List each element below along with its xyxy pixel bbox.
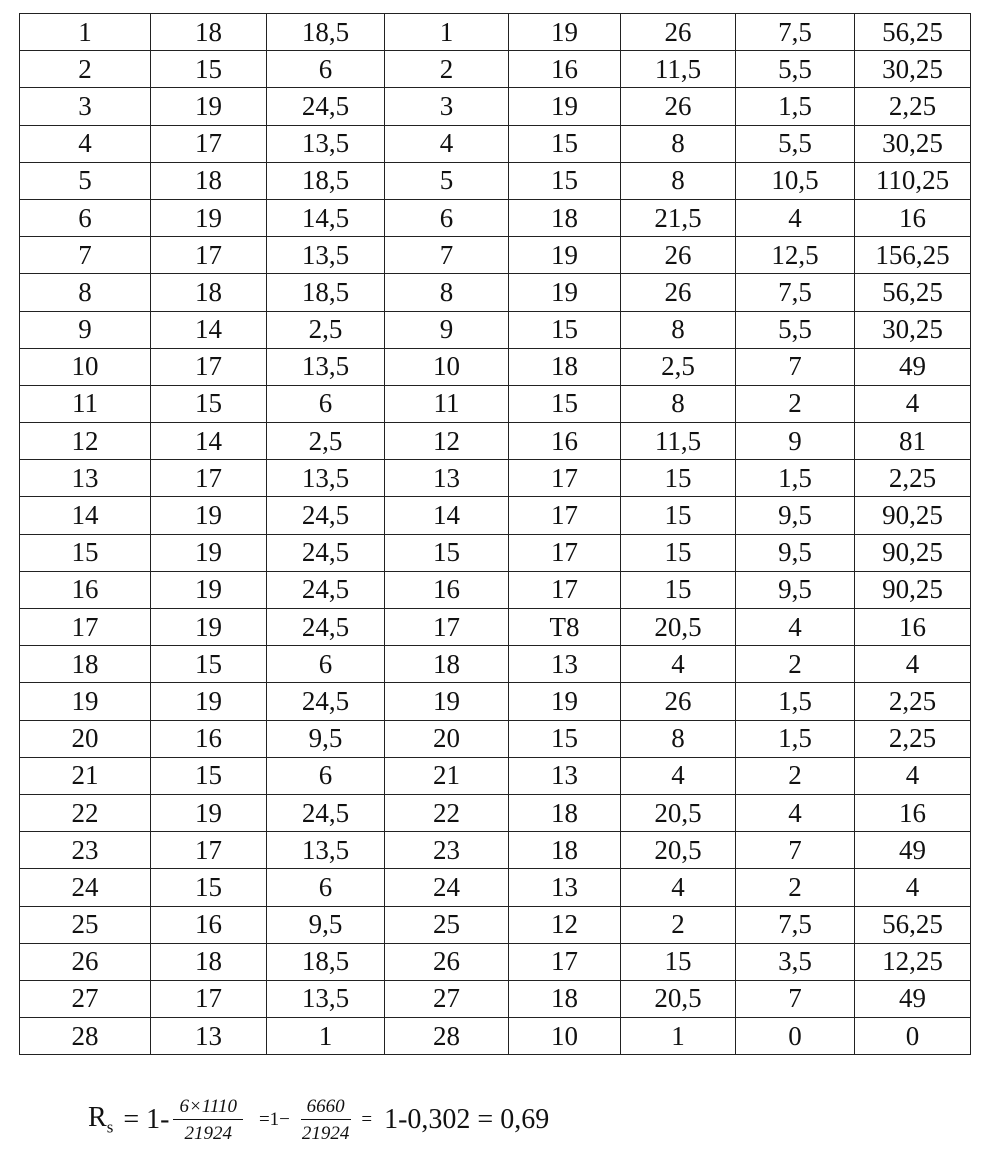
table-cell: 10: [20, 348, 151, 385]
table-cell: 4: [20, 125, 151, 162]
table-cell: 15: [509, 311, 621, 348]
table-cell: 17: [151, 980, 267, 1017]
table-cell: 30,25: [855, 125, 971, 162]
table-cell: 18: [509, 348, 621, 385]
table-cell: 16: [20, 571, 151, 608]
table-row: [20, 906, 971, 943]
table-cell: 21,5: [621, 199, 736, 236]
table-cell: 13,5: [267, 125, 385, 162]
fraction-second-denominator: 21924: [301, 1123, 350, 1144]
table-cell: 17: [509, 460, 621, 497]
table-cell: 2: [20, 51, 151, 88]
fraction-second-numerator: 6660: [301, 1097, 351, 1120]
table-cell: 10: [385, 348, 509, 385]
table-row: [20, 794, 971, 831]
table-cell: 15: [151, 385, 267, 422]
table-row: [20, 348, 971, 385]
table-cell: 4: [855, 869, 971, 906]
table-cell: 14,5: [267, 199, 385, 236]
table-cell: 16: [855, 794, 971, 831]
table-cell: 18: [151, 274, 267, 311]
table-cell: 17: [385, 609, 509, 646]
table-cell: 26: [621, 683, 736, 720]
table-cell: 3,5: [736, 943, 855, 980]
table-cell: 19: [20, 683, 151, 720]
table-cell: 14: [151, 423, 267, 460]
table-cell: 16: [151, 720, 267, 757]
table-cell: 7: [736, 980, 855, 1017]
table-cell: 1,5: [736, 460, 855, 497]
data-table: [19, 13, 971, 1055]
table-cell: 20,5: [621, 794, 736, 831]
table-cell: 7,5: [736, 274, 855, 311]
table-row: [20, 571, 971, 608]
table-cell: 4: [736, 794, 855, 831]
table-cell: 27: [20, 980, 151, 1017]
table-row: [20, 51, 971, 88]
table-cell: 15: [621, 943, 736, 980]
table-cell: 14: [20, 497, 151, 534]
table-cell: 18,5: [267, 14, 385, 51]
table-cell: 7: [20, 237, 151, 274]
table-row: [20, 646, 971, 683]
table-cell: 7: [736, 832, 855, 869]
table-cell: 4: [621, 757, 736, 794]
table-cell: 1: [267, 1018, 385, 1055]
table-cell: 5,5: [736, 125, 855, 162]
table-row: [20, 943, 971, 980]
table-row: [20, 162, 971, 199]
table-cell: 1,5: [736, 88, 855, 125]
table-cell: T8: [509, 609, 621, 646]
table-cell: 16: [509, 51, 621, 88]
table-cell: 8: [621, 162, 736, 199]
table-cell: 18,5: [267, 274, 385, 311]
table-row: [20, 199, 971, 236]
table-cell: 5: [385, 162, 509, 199]
formula-r-symbol: $R_s$: [88, 1102, 114, 1137]
table-cell: 8: [621, 311, 736, 348]
table-cell: 21: [20, 757, 151, 794]
table-cell: 6: [267, 646, 385, 683]
table-cell: 23: [20, 832, 151, 869]
table-cell: 2: [621, 906, 736, 943]
table-cell: 20,5: [621, 609, 736, 646]
table-cell: 18,5: [267, 943, 385, 980]
table-cell: 14: [151, 311, 267, 348]
table-cell: 17: [151, 125, 267, 162]
table-cell: 8: [621, 720, 736, 757]
table-cell: 90,25: [855, 497, 971, 534]
table-cell: 13,5: [267, 980, 385, 1017]
table-row: [20, 497, 971, 534]
table-cell: 9,5: [736, 534, 855, 571]
table-cell: 24,5: [267, 683, 385, 720]
table-cell: 4: [855, 757, 971, 794]
table-cell: 19: [509, 683, 621, 720]
table-cell: 17: [509, 943, 621, 980]
formula-result: 1-0,302 = 0,69: [384, 1104, 550, 1135]
table-cell: 20,5: [621, 832, 736, 869]
table-cell: 2,5: [621, 348, 736, 385]
table-cell: 4: [855, 385, 971, 422]
table-cell: 22: [20, 794, 151, 831]
table-cell: 13: [151, 1018, 267, 1055]
table-cell: 6: [385, 199, 509, 236]
table-cell: 2,25: [855, 88, 971, 125]
table-cell: 17: [151, 348, 267, 385]
table-cell: 13: [20, 460, 151, 497]
table-cell: 2: [736, 646, 855, 683]
table-cell: 6: [267, 385, 385, 422]
table-cell: 11,5: [621, 51, 736, 88]
fraction-first-numerator: 6×1110: [173, 1097, 243, 1120]
table-body: [20, 14, 971, 1055]
table-cell: 90,25: [855, 571, 971, 608]
table-cell: 24,5: [267, 88, 385, 125]
table-cell: 15: [621, 534, 736, 571]
table-cell: 9,5: [736, 571, 855, 608]
table-cell: 15: [621, 460, 736, 497]
table-cell: 25: [385, 906, 509, 943]
table-cell: 12,25: [855, 943, 971, 980]
table-row: [20, 683, 971, 720]
fraction-first-denominator: 21924: [184, 1123, 232, 1144]
table-cell: 17: [509, 497, 621, 534]
table-cell: 16: [855, 609, 971, 646]
table-cell: 12: [509, 906, 621, 943]
table-cell: 14: [385, 497, 509, 534]
table-cell: 56,25: [855, 14, 971, 51]
table-row: [20, 757, 971, 794]
table-cell: 5,5: [736, 311, 855, 348]
table-cell: 19: [151, 534, 267, 571]
table-cell: 24,5: [267, 794, 385, 831]
table-cell: 0: [855, 1018, 971, 1055]
table-cell: 4: [621, 869, 736, 906]
table-cell: 49: [855, 348, 971, 385]
table-row: [20, 1018, 971, 1055]
table-cell: 49: [855, 832, 971, 869]
table-cell: 18: [151, 943, 267, 980]
table-cell: 2: [736, 385, 855, 422]
table-row: [20, 125, 971, 162]
table-cell: 24,5: [267, 534, 385, 571]
table-cell: 3: [20, 88, 151, 125]
table-cell: 15: [20, 534, 151, 571]
table-cell: 18: [151, 14, 267, 51]
table-cell: 20: [385, 720, 509, 757]
table-cell: 15: [151, 646, 267, 683]
table-cell: 2,25: [855, 683, 971, 720]
table-cell: 19: [509, 88, 621, 125]
table-cell: 2,5: [267, 423, 385, 460]
table-cell: 9,5: [267, 720, 385, 757]
table-cell: 26: [20, 943, 151, 980]
table-cell: 28: [20, 1018, 151, 1055]
table-cell: 17: [151, 460, 267, 497]
table-row: [20, 14, 971, 51]
table-cell: 17: [151, 237, 267, 274]
table-cell: 30,25: [855, 51, 971, 88]
table-cell: 18: [509, 832, 621, 869]
table-cell: 26: [621, 14, 736, 51]
table-cell: 24,5: [267, 571, 385, 608]
table-cell: 3: [385, 88, 509, 125]
table-cell: 16: [151, 906, 267, 943]
table-cell: 156,25: [855, 237, 971, 274]
table-cell: 8: [385, 274, 509, 311]
table-cell: 7,5: [736, 14, 855, 51]
table-cell: 15: [509, 720, 621, 757]
table-cell: 4: [736, 609, 855, 646]
table-cell: 15: [621, 497, 736, 534]
formula-equals-small: =: [361, 1109, 373, 1130]
table-cell: 19: [151, 683, 267, 720]
table-cell: 2,5: [267, 311, 385, 348]
table-cell: 18: [509, 794, 621, 831]
table-cell: 13: [509, 646, 621, 683]
table-cell: 22: [385, 794, 509, 831]
table-cell: 1,5: [736, 720, 855, 757]
table-cell: 7: [736, 348, 855, 385]
table-cell: 18: [509, 199, 621, 236]
table-cell: 15: [509, 385, 621, 422]
table-cell: 18: [385, 646, 509, 683]
table-cell: 10,5: [736, 162, 855, 199]
table-cell: 28: [385, 1018, 509, 1055]
table-cell: 1,5: [736, 683, 855, 720]
table-cell: 12: [20, 423, 151, 460]
table-cell: 81: [855, 423, 971, 460]
table-cell: 18: [509, 980, 621, 1017]
table-cell: 25: [20, 906, 151, 943]
table-cell: 26: [621, 237, 736, 274]
table-cell: 9,5: [267, 906, 385, 943]
table-cell: 16: [855, 199, 971, 236]
table-cell: 21: [385, 757, 509, 794]
table-cell: 5: [20, 162, 151, 199]
table-cell: 56,25: [855, 274, 971, 311]
table-cell: 12,5: [736, 237, 855, 274]
table-cell: 26: [385, 943, 509, 980]
table-cell: 15: [621, 571, 736, 608]
table-cell: 23: [385, 832, 509, 869]
table-row: [20, 534, 971, 571]
formula-equals-one-minus: = 1-: [123, 1104, 170, 1135]
table-cell: 9: [20, 311, 151, 348]
table-cell: 19: [385, 683, 509, 720]
table-cell: 13,5: [267, 460, 385, 497]
table-cell: 6: [20, 199, 151, 236]
table-cell: 2: [736, 757, 855, 794]
table-cell: 4: [621, 646, 736, 683]
table-cell: 56,25: [855, 906, 971, 943]
table-cell: 17: [20, 609, 151, 646]
table-cell: 6: [267, 757, 385, 794]
table-row: [20, 980, 971, 1017]
table-row: [20, 460, 971, 497]
table-cell: 13,5: [267, 237, 385, 274]
table-cell: 24: [385, 869, 509, 906]
table-cell: 1: [20, 14, 151, 51]
table-cell: 19: [151, 794, 267, 831]
table-cell: 20,5: [621, 980, 736, 1017]
fraction-second: [296, 1097, 356, 1143]
table-cell: 17: [151, 832, 267, 869]
table-cell: 5,5: [736, 51, 855, 88]
spearman-formula: [88, 1090, 888, 1150]
table-cell: 9: [385, 311, 509, 348]
table-row: [20, 423, 971, 460]
table-cell: 10: [509, 1018, 621, 1055]
table-cell: 19: [151, 199, 267, 236]
table-row: [20, 609, 971, 646]
table-cell: 19: [151, 609, 267, 646]
table-cell: 30,25: [855, 311, 971, 348]
table-cell: 19: [509, 14, 621, 51]
table-cell: 11: [20, 385, 151, 422]
table-cell: 11,5: [621, 423, 736, 460]
table-cell: 17: [509, 534, 621, 571]
table-row: [20, 385, 971, 422]
table-cell: 6: [267, 51, 385, 88]
table-cell: 7,5: [736, 906, 855, 943]
formula-equals-one-minus-small: =1−: [258, 1109, 290, 1130]
table-cell: 4: [855, 646, 971, 683]
table-row: [20, 274, 971, 311]
table-cell: 19: [509, 274, 621, 311]
table-row: [20, 869, 971, 906]
table-cell: 15: [509, 162, 621, 199]
table-cell: 26: [621, 88, 736, 125]
table-row: [20, 720, 971, 757]
table-cell: 24,5: [267, 497, 385, 534]
table-cell: 16: [509, 423, 621, 460]
table-cell: 19: [151, 497, 267, 534]
table-cell: 2: [736, 869, 855, 906]
table-cell: 20: [20, 720, 151, 757]
table-cell: 1: [385, 14, 509, 51]
table-cell: 8: [621, 385, 736, 422]
table-cell: 15: [385, 534, 509, 571]
table-cell: 13: [509, 757, 621, 794]
table-cell: 13,5: [267, 348, 385, 385]
table-cell: 26: [621, 274, 736, 311]
table-cell: 4: [385, 125, 509, 162]
table-cell: 18: [20, 646, 151, 683]
table-cell: 15: [151, 757, 267, 794]
table-cell: 9,5: [736, 497, 855, 534]
table-cell: 8: [621, 125, 736, 162]
table-cell: 0: [736, 1018, 855, 1055]
table-row: [20, 832, 971, 869]
table-cell: 24,5: [267, 609, 385, 646]
table-row: [20, 88, 971, 125]
table-cell: 9: [736, 423, 855, 460]
table-cell: 8: [20, 274, 151, 311]
table-cell: 90,25: [855, 534, 971, 571]
table-row: [20, 237, 971, 274]
table-cell: 11: [385, 385, 509, 422]
table-cell: 13: [385, 460, 509, 497]
fraction-first: [173, 1097, 243, 1143]
table-cell: 17: [509, 571, 621, 608]
table-cell: 49: [855, 980, 971, 1017]
table-cell: 1: [621, 1018, 736, 1055]
table-cell: 12: [385, 423, 509, 460]
table-cell: 2,25: [855, 460, 971, 497]
table-cell: 15: [509, 125, 621, 162]
table-cell: 2: [385, 51, 509, 88]
table-cell: 19: [509, 237, 621, 274]
table-cell: 19: [151, 88, 267, 125]
table-cell: 24: [20, 869, 151, 906]
table-cell: 19: [151, 571, 267, 608]
table-cell: 16: [385, 571, 509, 608]
table-cell: 15: [151, 51, 267, 88]
table-cell: 18: [151, 162, 267, 199]
table-cell: 18,5: [267, 162, 385, 199]
table-cell: 15: [151, 869, 267, 906]
table-cell: 13,5: [267, 832, 385, 869]
table-cell: 6: [267, 869, 385, 906]
table-cell: 2,25: [855, 720, 971, 757]
table-cell: 110,25: [855, 162, 971, 199]
table-cell: 13: [509, 869, 621, 906]
table-cell: 27: [385, 980, 509, 1017]
table-cell: 7: [385, 237, 509, 274]
table-row: [20, 311, 971, 348]
table-cell: 4: [736, 199, 855, 236]
